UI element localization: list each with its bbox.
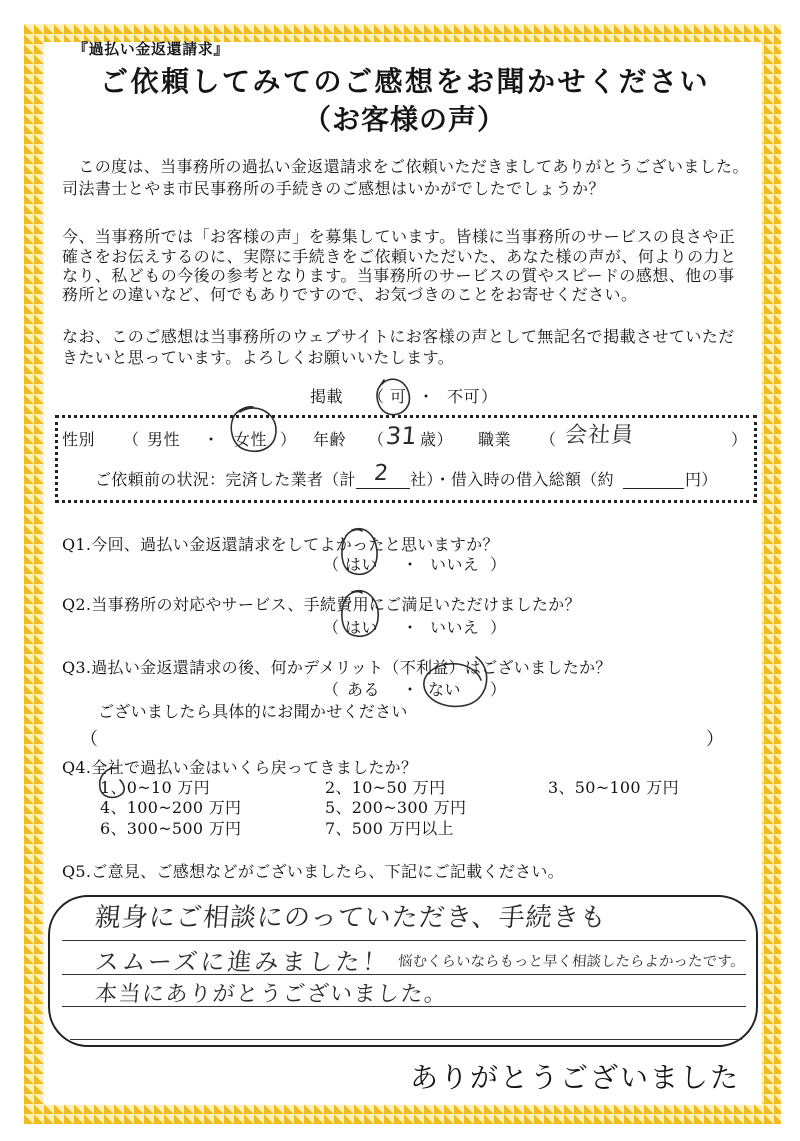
q3-answer-open-paren: （ — [80, 729, 99, 750]
age-value-handwritten: 31 — [384, 422, 418, 450]
age-close-paren: ） — [436, 430, 453, 449]
page-subtitle: （お客様の声） — [303, 103, 507, 136]
occupation-value-handwritten: 会社員 — [563, 423, 636, 448]
publish-separator: ・ — [418, 387, 435, 406]
gender-option-male: 男性 — [147, 430, 180, 449]
intro-paragraph3-line2: きたいと思っています。よろしくお願いいたします。 — [62, 348, 455, 367]
age-unit: 歳 — [420, 430, 437, 449]
intro-paragraph2-line1: 今、当事務所では「お客様の声」を募集しています。皆様に当事務所のサービスの良さや正 — [62, 227, 736, 246]
comment-rule-4 — [70, 1039, 742, 1040]
q3-option-yes: ある — [347, 680, 380, 699]
question-1-label: Q1.今回、過払い金返還請求をしてよかったと思いますか？ — [62, 535, 499, 554]
publish-label: 掲載 — [310, 387, 343, 406]
q4-choice-5: 5、200~300 万円 — [325, 798, 467, 817]
q3-open-paren: （ — [323, 680, 340, 699]
comment-line-2b-handwritten: 悩むくらいならもっと早く相談したらよかったです。 — [397, 954, 746, 970]
comment-line-3-handwritten: 本当にありがとうございました。 — [93, 982, 449, 1007]
q4-choice-1: 1、0~10 万円 — [100, 778, 210, 797]
comment-line-2a-handwritten: スムーズに進みました！ — [93, 948, 391, 976]
q4-choice-2: 2、10~50 万円 — [325, 778, 446, 797]
intro-paragraph2-line4: 務所との違いなど、何でもありですので、お気づきのことをお寄せください。 — [62, 285, 638, 304]
intro-paragraph3-line1: なお、このご感想は当事務所のウェブサイトにお客様の声として無記名で掲載させていただ — [62, 327, 735, 346]
q3-followup-prompt: ございましたら具体的にお聞かせください — [98, 702, 408, 721]
status-middle: 社）・借入時の借入総額（約 — [410, 470, 614, 489]
age-open-paren: （ — [368, 430, 385, 449]
intro-paragraph1-line2: 司法書士とやま市民事務所の手続きのご感想はいかがでしたでしょうか？ — [62, 179, 605, 198]
q4-choice-6: 6、300~500 万円 — [100, 819, 242, 838]
document-category-label: 『過払い金返還請求』 — [73, 40, 230, 58]
creditor-count-handwritten: 2 — [372, 461, 390, 486]
publish-open-paren: （ — [368, 387, 385, 406]
question-5-label: Q5.ご意見、ご感想などがございましたら、下記にご記載ください。 — [62, 862, 564, 881]
intro-paragraph1-line1: この度は、当事務所の過払い金返還請求をご依頼いただきましてありがとうございました。 — [62, 157, 749, 176]
comment-line-1-handwritten: 親身にご相談にのっていただき、手続きも — [93, 903, 609, 933]
age-label: 年齢 — [313, 430, 346, 449]
intro-paragraph2-line2: 確さをお伝えするのに、実際に手続きをご依頼いただいた、あなた様の声が、何よりの力と — [62, 247, 737, 266]
q2-option-yes: はい — [345, 618, 378, 637]
q3-answer-close-paren: ） — [706, 729, 725, 750]
q2-option-no: いいえ — [430, 618, 480, 637]
q2-separator: ・ — [402, 618, 419, 637]
occupation-close-paren: ） — [731, 430, 748, 449]
q1-option-yes: はい — [345, 555, 378, 574]
q4-choice-7: 7、500 万円以上 — [325, 819, 454, 838]
q3-separator: ・ — [402, 680, 419, 699]
question-3-label: Q3.過払い金返還請求の後、何かデメリット（不利益）はございましたか？ — [62, 658, 612, 677]
q1-open-paren: （ — [323, 555, 340, 574]
age-unit-group — [420, 432, 453, 448]
intro-paragraph2-line3: なり、私どもの今後の参考となります。当事務所のサービスの質やスピードの感想、他の事 — [62, 266, 735, 285]
gender-close-paren: ） — [280, 430, 297, 449]
creditor-count-underline — [356, 488, 410, 489]
gender-open-paren: （ — [123, 430, 140, 449]
publish-option-allow: 可 — [390, 387, 407, 406]
q1-option-no: いいえ — [430, 555, 480, 574]
q4-choice-4: 4、100~200 万円 — [100, 798, 242, 817]
question-4-label: Q4.全社で過払い金はいくら戻ってきましたか？ — [62, 758, 418, 777]
status-prefix: ご依頼前の状況：完済した業者（計 — [95, 470, 356, 489]
publish-close-paren: ） — [481, 387, 498, 406]
q2-close-paren: ） — [490, 618, 507, 637]
occupation-open-paren: （ — [540, 430, 557, 449]
gender-option-female: 女性 — [234, 430, 267, 449]
status-suffix: 円） — [685, 470, 718, 489]
q2-open-paren: （ — [323, 618, 340, 637]
loan-total-underline — [623, 488, 684, 489]
gender-label: 性別 — [62, 430, 95, 449]
q3-option-no: ない — [428, 680, 461, 699]
closing-thanks: ありがとうございました — [410, 1061, 741, 1094]
publish-option-deny: 不可 — [447, 387, 480, 406]
q1-separator: ・ — [402, 555, 419, 574]
gender-separator: ・ — [203, 430, 220, 449]
comment-rule-1 — [62, 940, 746, 941]
q1-close-paren: ） — [490, 555, 507, 574]
question-2-label: Q2.当事務所の対応やサービス、手続費用にご満足いただけましたか？ — [62, 595, 581, 614]
page-title: ご依頼してみてのご感想をお聞かせください — [100, 65, 711, 98]
occupation-label: 職業 — [478, 430, 511, 449]
q3-close-paren: ） — [490, 680, 507, 699]
q4-choice-3: 3、50~100 万円 — [548, 778, 679, 797]
